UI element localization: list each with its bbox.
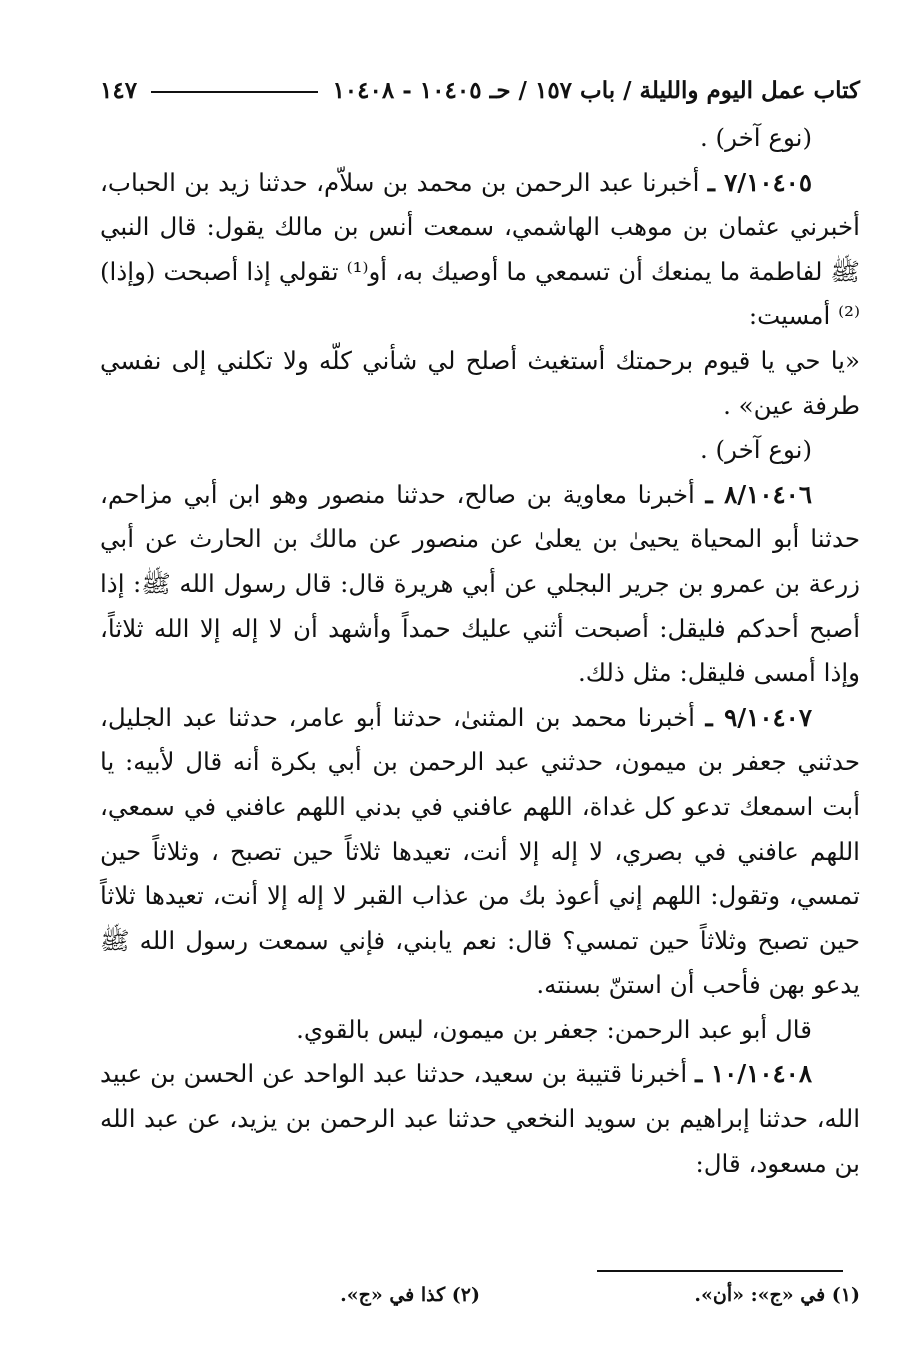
paragraph-heading: [100, 428, 860, 473]
footnote-2: (٢) كذا في «ج».: [340, 1284, 480, 1306]
page-body: [100, 116, 860, 1186]
hadith-text: أخبرنا محمد بن المثنىٰ، حدثنا أبو عامر، حدثنا عبد الجليل، حدثني جعفر بن ميمون، حدثني عبد الرحمن بن أبي بكرة أنه قال لأبيه: يا أبت اسمعك تدعو كل غداة، اللهم عافني في بدني اللهم عافني في سمعي، اللهم عافني في بصري، لا إله إلا أنت، تعيدها ثلاثاً حين تصبح ، وثلاثاً حين تمسي، وتقول: اللهم إني أعوذ بك من عذاب القبر لا إله إلا أنت، تعيدها ثلاثاً حين تصبح وثلاثاً حين تمسي؟ قال: نعم يابني، فإني سمعت رسول الله ﷺ يدعو بهن فأحب أن استنّ بسنته.: [100, 702, 860, 1000]
hadith-number: ٧/١٠٤٠٥ ـ: [707, 167, 812, 197]
hadith-text: أخبرنا قتيبة بن سعيد، حدثنا عبد الواحد عن الحسن بن عبيد الله، حدثنا إبراهيم بن سويد النخعي حدثنا عبد الرحمن بن يزيد، عن عبد الله بن مسعود، قال:: [100, 1059, 860, 1178]
paragraph-heading: [100, 116, 860, 161]
running-title: كتاب عمل اليوم والليلة / باب ١٥٧ / حـ ١٠٤٠٥ - ١٠٤٠٨: [332, 76, 860, 104]
paragraph-text: (نوع آخر) .: [699, 435, 812, 465]
hadith-text: أخبرنا معاوية بن صالح، حدثنا منصور وهو ابن أبي مزاحم، حدثنا أبو المحياة يحيىٰ بن يعلىٰ عن منصور عن مالك بن الحارث عن أبي زرعة بن عمرو بن جرير البجلي عن أبي هريرة قال: قال رسول الله ﷺ: إذا أصبح أحدكم فليقل: أصبحت أثني عليك حمداً وأشهد أن لا إله إلا الله ثلاثاً، وإذا أمسى فليقل: مثل ذلك.: [100, 479, 860, 688]
hadith-paragraph: [100, 161, 860, 339]
footnotes: [100, 1284, 860, 1306]
footnote-rule: [597, 1270, 843, 1272]
page-number: ١٤٧: [100, 76, 138, 104]
paragraph-text: «يا حي يا قيوم برحمتك أستغيث أصلح لي شأني كلّه ولا تكلني إلى نفسي طرفة عين» .: [100, 345, 860, 420]
running-header: [100, 68, 860, 112]
commentary-paragraph: [100, 1008, 860, 1053]
footnote-1: (١) في «ج»: «أن».: [694, 1284, 860, 1306]
hadith-number: ٨/١٠٤٠٦ ـ: [705, 479, 812, 509]
supplication-paragraph: [100, 339, 860, 428]
paragraph-text: قال أبو عبد الرحمن: جعفر بن ميمون، ليس بالقوي.: [296, 1014, 812, 1044]
hadith-number: ٩/١٠٤٠٧ ـ: [705, 702, 812, 732]
hadith-paragraph: [100, 1052, 860, 1186]
paragraph-text: (نوع آخر) .: [699, 123, 812, 152]
header-rule: [151, 91, 318, 93]
hadith-number: ١٠/١٠٤٠٨ ـ: [695, 1059, 812, 1089]
hadith-paragraph: [100, 696, 860, 1008]
hadith-paragraph: [100, 473, 860, 696]
hadith-text: أخبرنا عبد الرحمن بن محمد بن سلاّم، حدثنا زيد بن الحباب، أخبرني عثمان بن موهب الهاشمي، سمعت أنس بن مالك يقول: قال النبي ﷺ لفاطمة ما يمنعك أن تسمعي ما أوصيك به، أو⁽¹⁾ تقولي إذا أصبحت (وإذا)⁽²⁾ أمسيت:: [100, 167, 860, 331]
